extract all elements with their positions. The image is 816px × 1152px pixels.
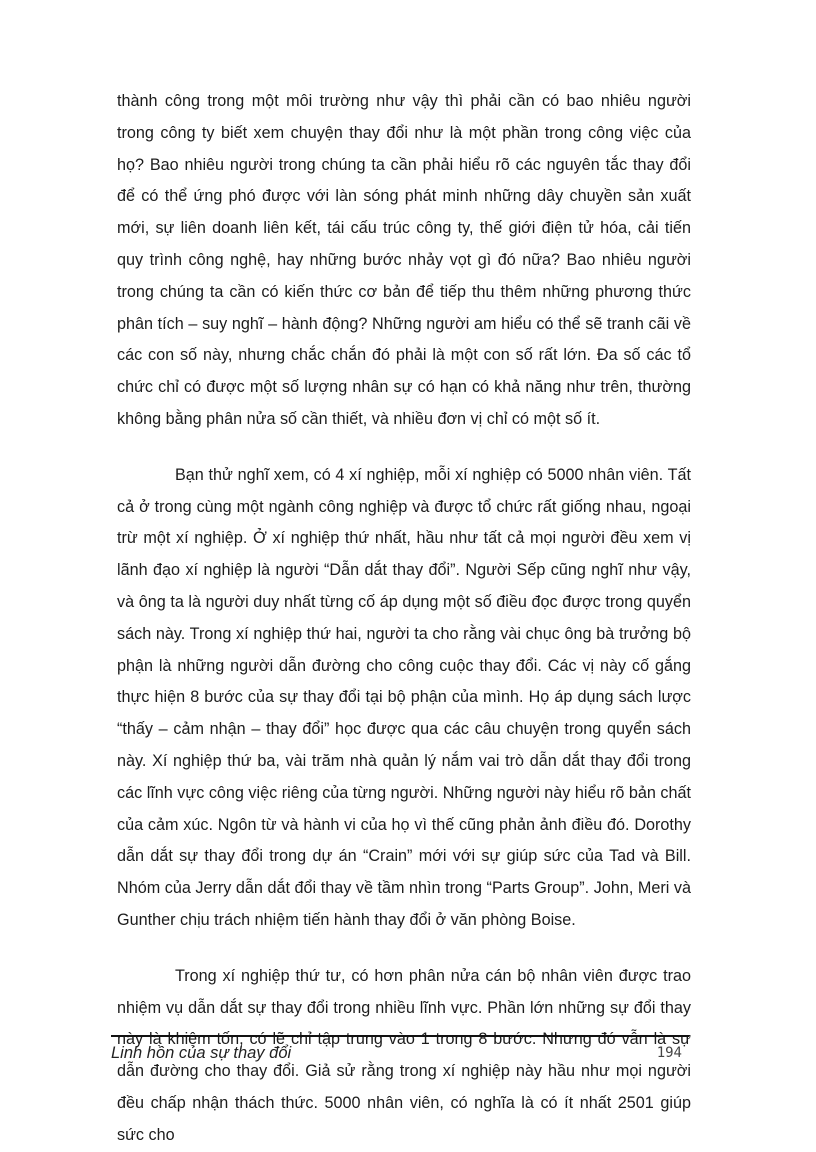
footer-book-title: Linh hồn của sự thay đổi	[111, 1044, 292, 1062]
paragraph-four-enterprises: Bạn thử nghĩ xem, có 4 xí nghiệp, mỗi xí nghiệp có 5000 nhân viên. Tất cả ở trong cùng một ngành công nghiệp và được tổ chức rất giống nhau, ngoại trừ một xí nghiệp. Ở xí nghiệp thứ nhất, hầu như tất cả mọi người đều xem vị lãnh đạo xí nghiệp là người “Dẫn dắt thay đổi”. Người Sếp cũng nghĩ như vậy, và ông ta là người duy nhất từng cố áp dụng một số điều đọc được trong quyển sách này. Trong xí nghiệp thứ hai, người ta cho rằng vài chục ông bà trưởng bộ phận là những người dẫn đường cho công cuộc thay đổi. Các vị này cố gắng thực hiện 8 bước của sự thay đổi tại bộ phận của mình. Họ áp dụng sách lược “thấy – cảm nhận – thay đổi” học được qua các câu chuyện trong quyển sách này. Xí nghiệp thứ ba, vài trăm nhà quản lý nắm vai trò dẫn dắt thay đổi trong các lĩnh vực công việc riêng của từng người. Những người này hiểu rõ bản chất của cảm xúc. Ngôn từ và hành vi của họ vì thế cũng phản ảnh điều đó. Dorothy dẫn dắt sự thay đổi trong dự án “Crain” mới với sự giúp sức của Tad và Bill. Nhóm của Jerry dẫn dắt đổi thay về tầm nhìn trong “Parts Group”. John, Meri và Gunther chịu trách nhiệm tiến hành thay đổi ở văn phòng Boise.	[117, 465, 691, 929]
footer-divider	[111, 1035, 689, 1037]
paragraph-fourth-enterprise: Trong xí nghiệp thứ tư, có hơn phân nửa cán bộ nhân viên được trao nhiệm vụ dẫn dắt sự thay đổi trong nhiều lĩnh vực. Phần lớn những sự đổi thay này là khiêm tốn, có lẽ chỉ tập trung vào 1 trong 8 bước. Nhưng đó vẫn là sự dẫn đường cho thay đổi. Giả sử rằng trong xí nghiệp này hầu như mọi người đều chấp nhận thách thức. 5000 nhân viên, có nghĩa là có ít nhất 2501 giúp sức cho	[117, 966, 691, 1144]
body-text	[117, 86, 691, 1152]
page-number: 194	[656, 1045, 682, 1061]
paragraph-continued: thành công trong một môi trường như vậy thì phải cần có bao nhiêu người trong công ty biết xem chuyện thay đổi như là một phần trong công việc của họ? Bao nhiêu người trong chúng ta cần phải hiểu rõ các nguyên tắc thay đổi để có thể ứng phó được với làn sóng phát minh những dây chuyền sản xuất mới, sự liên doanh liên kết, tái cấu trúc công ty, thế giới điện tử hóa, cải tiến quy trình công nghệ, hay những bước nhảy vọt gì đó nữa? Bao nhiêu người trong chúng ta cần có kiến thức cơ bản để tiếp thu thêm những phương thức phân tích – suy nghĩ – hành động? Những người am hiểu có thể sẽ tranh cãi về các con số này, nhưng chắc chắn đó phải là một con số rất lớn. Đa số các tổ chức chỉ có được một số lượng nhân sự có hạn có khả năng như trên, thường không bằng phân nửa số cần thiết, và nhiều đơn vị chỉ có một số ít.	[117, 92, 691, 428]
